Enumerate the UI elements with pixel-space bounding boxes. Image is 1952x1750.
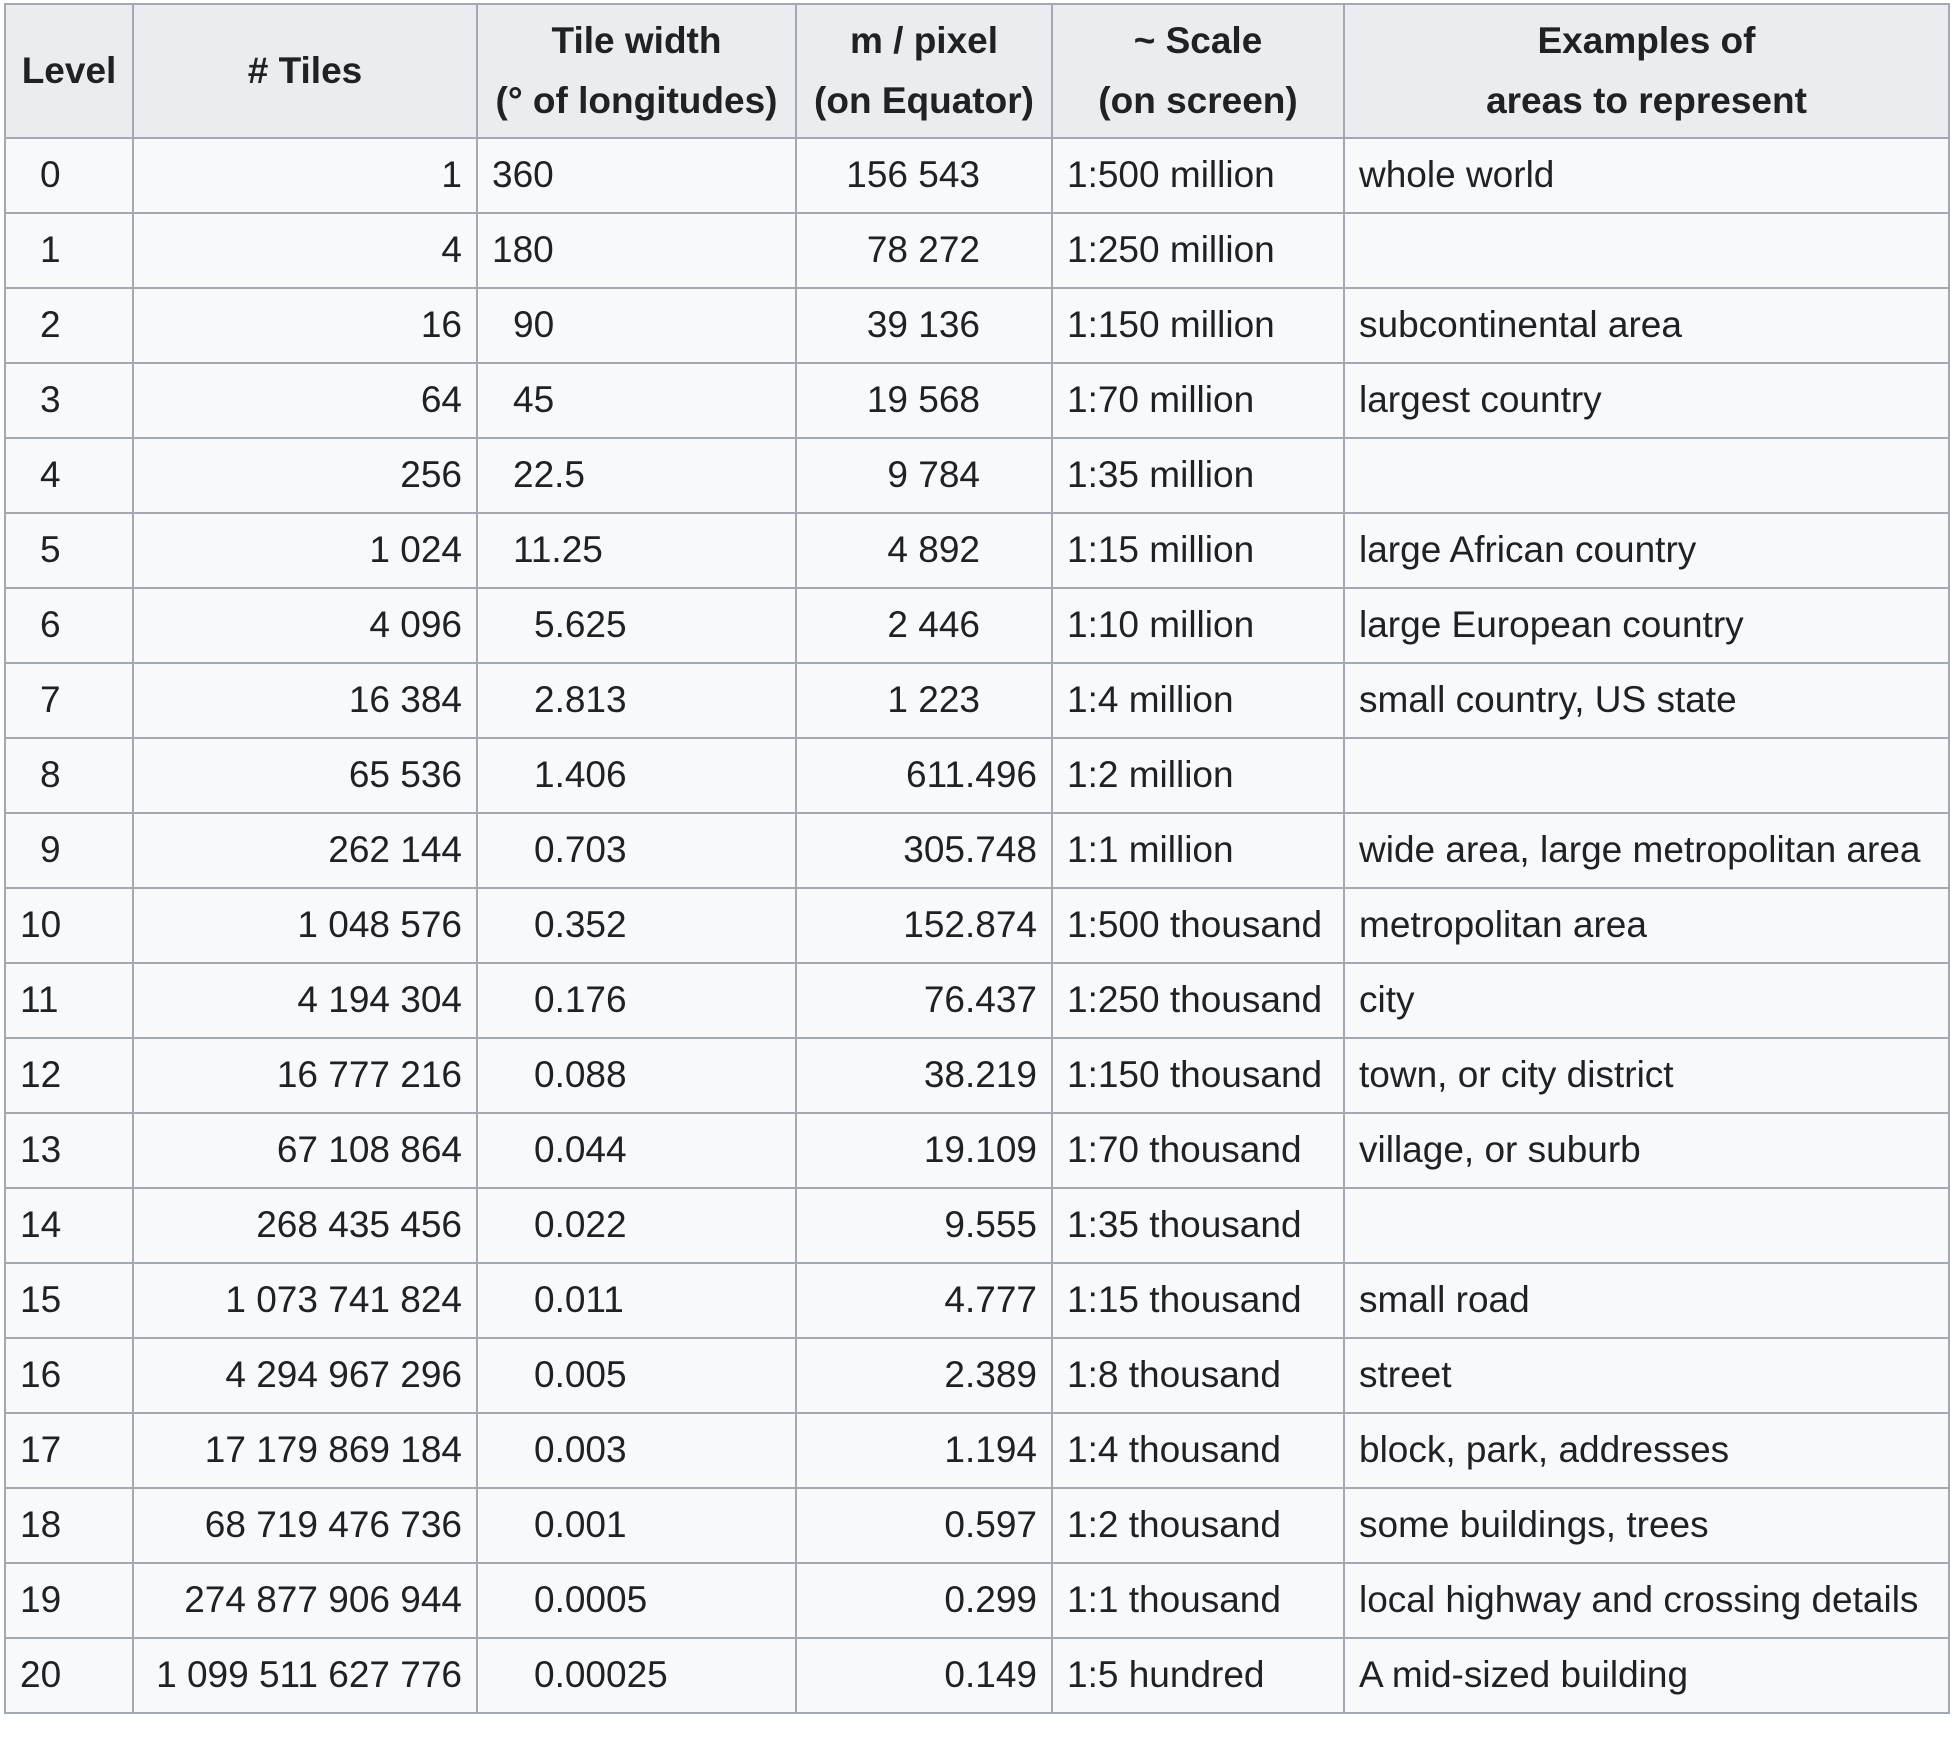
cell-scale <box>1052 1263 1344 1338</box>
header-examples-line2: areas to represent <box>1486 80 1807 121</box>
cell-tiles <box>133 138 477 213</box>
cell-level <box>5 1038 133 1113</box>
cell-m-per-pixel <box>796 588 1052 663</box>
table-row <box>5 1338 1949 1413</box>
cell-tiles <box>133 1263 477 1338</box>
cell-scale-text: 1:1 thousand <box>1067 1579 1281 1621</box>
cell-m-per-pixel <box>796 1563 1052 1638</box>
cell-m-per-pixel-text: 76.437 <box>923 979 1037 1021</box>
cell-m-per-pixel-text: 38.219 <box>923 1054 1037 1096</box>
cell-tile-width <box>477 288 796 363</box>
cell-tile-width <box>477 513 796 588</box>
cell-scale <box>1052 438 1344 513</box>
table-row <box>5 213 1949 288</box>
cell-example-text: village, or suburb <box>1359 1129 1641 1171</box>
cell-example <box>1344 888 1949 963</box>
cell-example-text: local highway and crossing details <box>1359 1579 1919 1621</box>
cell-level-text: 13 <box>20 1129 62 1171</box>
cell-example-text: largest country <box>1359 379 1602 421</box>
cell-m-per-pixel <box>796 888 1052 963</box>
table-row <box>5 513 1949 588</box>
cell-scale-text: 1:500 thousand <box>1067 904 1323 946</box>
cell-m-per-pixel <box>796 1263 1052 1338</box>
cell-scale <box>1052 363 1344 438</box>
cell-tile-width-text: 1.406 <box>534 754 627 796</box>
cell-tiles-text: 256 <box>400 454 462 496</box>
table-row <box>5 1413 1949 1488</box>
header-tiles-label: # Tiles <box>247 50 363 91</box>
cell-scale <box>1052 1638 1344 1713</box>
cell-tile-width-text: 0.011 <box>534 1279 624 1321</box>
zoom-levels-table <box>4 3 1950 1714</box>
cell-level-text: 2 <box>40 304 61 346</box>
header-scale <box>1052 4 1344 138</box>
cell-scale-text: 1:250 million <box>1067 229 1275 271</box>
cell-example <box>1344 813 1949 888</box>
table-row <box>5 888 1949 963</box>
cell-m-per-pixel <box>796 813 1052 888</box>
cell-scale-text: 1:4 thousand <box>1067 1429 1281 1471</box>
cell-m-per-pixel <box>796 438 1052 513</box>
cell-tile-width-text: 11.25 <box>513 529 603 571</box>
cell-level <box>5 663 133 738</box>
cell-scale-text: 1:500 million <box>1067 154 1275 196</box>
cell-tile-width-text: 90 <box>513 304 555 346</box>
cell-tiles <box>133 588 477 663</box>
cell-level-text: 17 <box>20 1429 62 1471</box>
zoom-levels-table-wrapper <box>4 3 1950 1714</box>
cell-tile-width <box>477 813 796 888</box>
cell-m-per-pixel-text: 0.597 <box>944 1504 1037 1546</box>
cell-level <box>5 138 133 213</box>
cell-m-per-pixel-text: 4.777 <box>944 1279 1037 1321</box>
cell-tiles <box>133 1413 477 1488</box>
cell-example-text: A mid-sized building <box>1359 1654 1689 1696</box>
table-row <box>5 1263 1949 1338</box>
cell-tiles <box>133 1638 477 1713</box>
cell-level <box>5 363 133 438</box>
cell-scale-text: 1:8 thousand <box>1067 1354 1281 1396</box>
cell-level <box>5 213 133 288</box>
table-row <box>5 1638 1949 1713</box>
cell-m-per-pixel-text: 19 568 <box>866 379 980 421</box>
cell-tile-width <box>477 138 796 213</box>
cell-m-per-pixel-text: 2 446 <box>887 604 980 646</box>
cell-example <box>1344 963 1949 1038</box>
cell-tiles <box>133 963 477 1038</box>
cell-m-per-pixel <box>796 513 1052 588</box>
cell-level-text: 4 <box>40 454 61 496</box>
cell-tiles-text: 4 096 <box>369 604 462 646</box>
cell-m-per-pixel <box>796 288 1052 363</box>
cell-scale <box>1052 1338 1344 1413</box>
cell-scale-text: 1:10 million <box>1067 604 1255 646</box>
cell-example <box>1344 138 1949 213</box>
cell-level-text: 5 <box>40 529 61 571</box>
cell-level <box>5 1113 133 1188</box>
cell-scale <box>1052 663 1344 738</box>
cell-level <box>5 1338 133 1413</box>
cell-level-text: 15 <box>20 1279 62 1321</box>
header-tile-width <box>477 4 796 138</box>
cell-scale-text: 1:250 thousand <box>1067 979 1323 1021</box>
cell-tiles-text: 65 536 <box>348 754 462 796</box>
cell-m-per-pixel-text: 78 272 <box>866 229 980 271</box>
cell-level <box>5 588 133 663</box>
table-header <box>5 4 1949 138</box>
cell-level-text: 8 <box>40 754 61 796</box>
cell-tiles <box>133 1113 477 1188</box>
cell-scale <box>1052 213 1344 288</box>
cell-tile-width <box>477 438 796 513</box>
cell-tiles-text: 16 384 <box>348 679 462 721</box>
cell-scale <box>1052 588 1344 663</box>
cell-example <box>1344 1338 1949 1413</box>
header-tiles <box>133 4 477 138</box>
cell-m-per-pixel-text: 9 784 <box>887 454 980 496</box>
cell-scale-text: 1:15 thousand <box>1067 1279 1302 1321</box>
cell-tiles <box>133 1488 477 1563</box>
cell-example <box>1344 1263 1949 1338</box>
cell-m-per-pixel-text: 611.496 <box>906 754 1037 796</box>
cell-level <box>5 1638 133 1713</box>
header-examples <box>1344 4 1949 138</box>
cell-tiles-text: 1 048 576 <box>297 904 462 946</box>
cell-level-text: 3 <box>40 379 61 421</box>
cell-tile-width <box>477 888 796 963</box>
cell-example <box>1344 213 1949 288</box>
cell-level-text: 7 <box>40 679 61 721</box>
cell-tile-width-text: 0.176 <box>534 979 627 1021</box>
cell-scale <box>1052 1113 1344 1188</box>
cell-tile-width-text: 360 <box>492 154 554 196</box>
cell-scale-text: 1:4 million <box>1067 679 1234 721</box>
header-level <box>5 4 133 138</box>
cell-tile-width <box>477 1488 796 1563</box>
cell-tile-width <box>477 738 796 813</box>
cell-example <box>1344 1038 1949 1113</box>
cell-level <box>5 1263 133 1338</box>
cell-tiles <box>133 363 477 438</box>
cell-example-text: small country, US state <box>1359 679 1737 721</box>
cell-example <box>1344 738 1949 813</box>
cell-level <box>5 963 133 1038</box>
cell-scale-text: 1:35 thousand <box>1067 1204 1302 1246</box>
cell-tile-width-text: 45 <box>513 379 555 421</box>
cell-tile-width <box>477 1263 796 1338</box>
cell-tile-width <box>477 1188 796 1263</box>
cell-m-per-pixel <box>796 1638 1052 1713</box>
cell-tile-width-text: 0.088 <box>534 1054 627 1096</box>
header-scale-line2: (on screen) <box>1098 80 1298 121</box>
cell-tile-width <box>477 963 796 1038</box>
cell-tiles <box>133 213 477 288</box>
cell-m-per-pixel <box>796 1038 1052 1113</box>
table-row <box>5 738 1949 813</box>
cell-tiles-text: 274 877 906 944 <box>184 1579 462 1621</box>
cell-tiles <box>133 438 477 513</box>
cell-scale <box>1052 888 1344 963</box>
cell-scale-text: 1:15 million <box>1067 529 1255 571</box>
cell-level <box>5 888 133 963</box>
cell-m-per-pixel-text: 0.149 <box>944 1654 1037 1696</box>
cell-m-per-pixel-text: 19.109 <box>923 1129 1037 1171</box>
cell-example-text: whole world <box>1359 154 1555 196</box>
cell-level-text: 12 <box>20 1054 62 1096</box>
cell-m-per-pixel <box>796 138 1052 213</box>
cell-tiles-text: 16 <box>420 304 462 346</box>
cell-example-text: town, or city district <box>1359 1054 1674 1096</box>
table-row <box>5 1188 1949 1263</box>
cell-tiles <box>133 1038 477 1113</box>
cell-m-per-pixel-text: 2.389 <box>944 1354 1037 1396</box>
cell-tile-width <box>477 1338 796 1413</box>
cell-scale-text: 1:70 thousand <box>1067 1129 1302 1171</box>
cell-example-text: small road <box>1359 1279 1530 1321</box>
cell-tiles-text: 1 024 <box>369 529 462 571</box>
cell-scale <box>1052 1413 1344 1488</box>
cell-scale <box>1052 513 1344 588</box>
table-row <box>5 138 1949 213</box>
cell-tiles-text: 1 <box>441 154 462 196</box>
cell-m-per-pixel-text: 0.299 <box>944 1579 1037 1621</box>
cell-m-per-pixel-text: 39 136 <box>866 304 980 346</box>
cell-level <box>5 438 133 513</box>
header-mpp-line1: m / pixel <box>849 20 999 61</box>
cell-tile-width-text: 0.022 <box>534 1204 627 1246</box>
cell-scale <box>1052 1488 1344 1563</box>
cell-tile-width <box>477 588 796 663</box>
cell-tile-width-text: 0.703 <box>534 829 627 871</box>
cell-example <box>1344 1188 1949 1263</box>
header-scale-line1: ~ Scale <box>1133 20 1263 61</box>
cell-tile-width <box>477 1638 796 1713</box>
cell-tile-width-text: 0.005 <box>534 1354 627 1396</box>
cell-tile-width <box>477 1113 796 1188</box>
cell-tiles-text: 1 073 741 824 <box>225 1279 462 1321</box>
cell-tiles-text: 16 777 216 <box>276 1054 462 1096</box>
cell-scale <box>1052 1563 1344 1638</box>
cell-scale-text: 1:2 million <box>1067 754 1234 796</box>
cell-tiles-text: 64 <box>420 379 462 421</box>
table-body <box>5 138 1949 1713</box>
cell-example <box>1344 363 1949 438</box>
cell-scale-text: 1:35 million <box>1067 454 1255 496</box>
cell-scale <box>1052 1038 1344 1113</box>
cell-m-per-pixel-text: 305.748 <box>903 829 1037 871</box>
cell-tiles <box>133 888 477 963</box>
cell-tile-width-text: 0.352 <box>534 904 627 946</box>
cell-level-text: 10 <box>20 904 62 946</box>
table-row <box>5 588 1949 663</box>
cell-tile-width <box>477 213 796 288</box>
cell-level-text: 0 <box>40 154 61 196</box>
cell-scale <box>1052 813 1344 888</box>
cell-level-text: 6 <box>40 604 61 646</box>
header-mpp-line2: (on Equator) <box>814 80 1034 121</box>
cell-level <box>5 813 133 888</box>
cell-tile-width-text: 22.5 <box>513 454 586 496</box>
cell-tile-width <box>477 1413 796 1488</box>
cell-example <box>1344 513 1949 588</box>
cell-scale <box>1052 738 1344 813</box>
cell-level <box>5 1488 133 1563</box>
table-row <box>5 813 1949 888</box>
cell-tile-width-text: 0.003 <box>534 1429 627 1471</box>
cell-m-per-pixel <box>796 663 1052 738</box>
cell-level <box>5 738 133 813</box>
cell-example-text: block, park, addresses <box>1359 1429 1730 1471</box>
cell-m-per-pixel <box>796 1488 1052 1563</box>
cell-tile-width <box>477 663 796 738</box>
cell-example <box>1344 438 1949 513</box>
cell-m-per-pixel <box>796 738 1052 813</box>
cell-tiles-text: 1 099 511 627 776 <box>156 1654 462 1696</box>
cell-tiles <box>133 1338 477 1413</box>
cell-scale <box>1052 1188 1344 1263</box>
cell-tiles <box>133 663 477 738</box>
cell-example <box>1344 1488 1949 1563</box>
cell-example-text: some buildings, trees <box>1359 1504 1709 1546</box>
cell-m-per-pixel-text: 1.194 <box>944 1429 1037 1471</box>
cell-tile-width-text: 0.001 <box>534 1504 627 1546</box>
cell-example <box>1344 1563 1949 1638</box>
table-row <box>5 1113 1949 1188</box>
cell-m-per-pixel <box>796 1338 1052 1413</box>
cell-tiles-text: 4 294 967 296 <box>225 1354 462 1396</box>
cell-scale-text: 1:1 million <box>1067 829 1234 871</box>
cell-scale <box>1052 963 1344 1038</box>
cell-level <box>5 1563 133 1638</box>
cell-tile-width-text: 0.0005 <box>534 1579 648 1621</box>
cell-level-text: 20 <box>20 1654 62 1696</box>
cell-scale-text: 1:5 hundred <box>1067 1654 1265 1696</box>
cell-m-per-pixel <box>796 963 1052 1038</box>
header-m-per-pixel <box>796 4 1052 138</box>
cell-tile-width-text: 2.813 <box>534 679 627 721</box>
table-row <box>5 963 1949 1038</box>
cell-example-text: metropolitan area <box>1359 904 1647 946</box>
cell-example <box>1344 288 1949 363</box>
cell-tiles <box>133 1188 477 1263</box>
cell-tile-width-text: 0.00025 <box>534 1654 668 1696</box>
cell-example <box>1344 1638 1949 1713</box>
header-level-label: Level <box>21 50 117 91</box>
cell-m-per-pixel <box>796 213 1052 288</box>
cell-level <box>5 1188 133 1263</box>
cell-tile-width-text: 5.625 <box>534 604 627 646</box>
cell-scale <box>1052 288 1344 363</box>
cell-level <box>5 288 133 363</box>
cell-example <box>1344 1413 1949 1488</box>
cell-example-text: large European country <box>1359 604 1744 646</box>
table-row <box>5 1038 1949 1113</box>
cell-m-per-pixel-text: 4 892 <box>887 529 980 571</box>
cell-example-text: city <box>1359 979 1415 1021</box>
cell-level <box>5 513 133 588</box>
cell-example-text: subcontinental area <box>1359 304 1682 346</box>
cell-tiles-text: 17 179 869 184 <box>204 1429 462 1471</box>
cell-example-text: wide area, large metropolitan area <box>1359 829 1921 871</box>
cell-tile-width <box>477 1563 796 1638</box>
cell-level-text: 16 <box>20 1354 62 1396</box>
cell-m-per-pixel <box>796 1188 1052 1263</box>
header-tile-width-line2: (° of longitudes) <box>495 80 778 121</box>
cell-example-text: large African country <box>1359 529 1697 571</box>
cell-scale-text: 1:70 million <box>1067 379 1255 421</box>
cell-scale-text: 1:150 million <box>1067 304 1275 346</box>
cell-tiles-text: 4 194 304 <box>297 979 462 1021</box>
cell-level <box>5 1413 133 1488</box>
cell-m-per-pixel-text: 9.555 <box>944 1204 1037 1246</box>
cell-scale-text: 1:150 thousand <box>1067 1054 1323 1096</box>
table-row <box>5 663 1949 738</box>
table-row <box>5 1563 1949 1638</box>
cell-m-per-pixel-text: 1 223 <box>887 679 980 721</box>
cell-scale-text: 1:2 thousand <box>1067 1504 1281 1546</box>
cell-tiles <box>133 513 477 588</box>
cell-level-text: 19 <box>20 1579 62 1621</box>
cell-m-per-pixel <box>796 363 1052 438</box>
table-row <box>5 288 1949 363</box>
table-row <box>5 1488 1949 1563</box>
cell-tiles-text: 268 435 456 <box>256 1204 462 1246</box>
cell-m-per-pixel <box>796 1113 1052 1188</box>
header-row <box>5 4 1949 138</box>
header-examples-line1: Examples of <box>1537 20 1756 61</box>
cell-level-text: 1 <box>40 229 61 271</box>
cell-m-per-pixel <box>796 1413 1052 1488</box>
cell-tiles <box>133 813 477 888</box>
cell-level-text: 9 <box>40 829 61 871</box>
table-row <box>5 438 1949 513</box>
cell-level-text: 18 <box>20 1504 62 1546</box>
cell-level-text: 14 <box>20 1204 62 1246</box>
cell-example <box>1344 588 1949 663</box>
cell-tile-width-text: 0.044 <box>534 1129 627 1171</box>
cell-tiles <box>133 738 477 813</box>
cell-tiles-text: 4 <box>441 229 462 271</box>
cell-tile-width-text: 180 <box>492 229 554 271</box>
cell-tiles-text: 262 144 <box>328 829 462 871</box>
header-tile-width-line1: Tile width <box>551 20 722 61</box>
cell-tiles <box>133 1563 477 1638</box>
cell-tiles <box>133 288 477 363</box>
table-row <box>5 363 1949 438</box>
cell-example <box>1344 663 1949 738</box>
cell-m-per-pixel-text: 156 543 <box>846 154 980 196</box>
cell-level-text: 11 <box>20 979 59 1021</box>
cell-tiles-text: 68 719 476 736 <box>204 1504 462 1546</box>
cell-tile-width <box>477 363 796 438</box>
cell-tile-width <box>477 1038 796 1113</box>
cell-m-per-pixel-text: 152.874 <box>903 904 1037 946</box>
cell-scale <box>1052 138 1344 213</box>
cell-example-text: street <box>1359 1354 1452 1396</box>
cell-tiles-text: 67 108 864 <box>276 1129 462 1171</box>
cell-example <box>1344 1113 1949 1188</box>
